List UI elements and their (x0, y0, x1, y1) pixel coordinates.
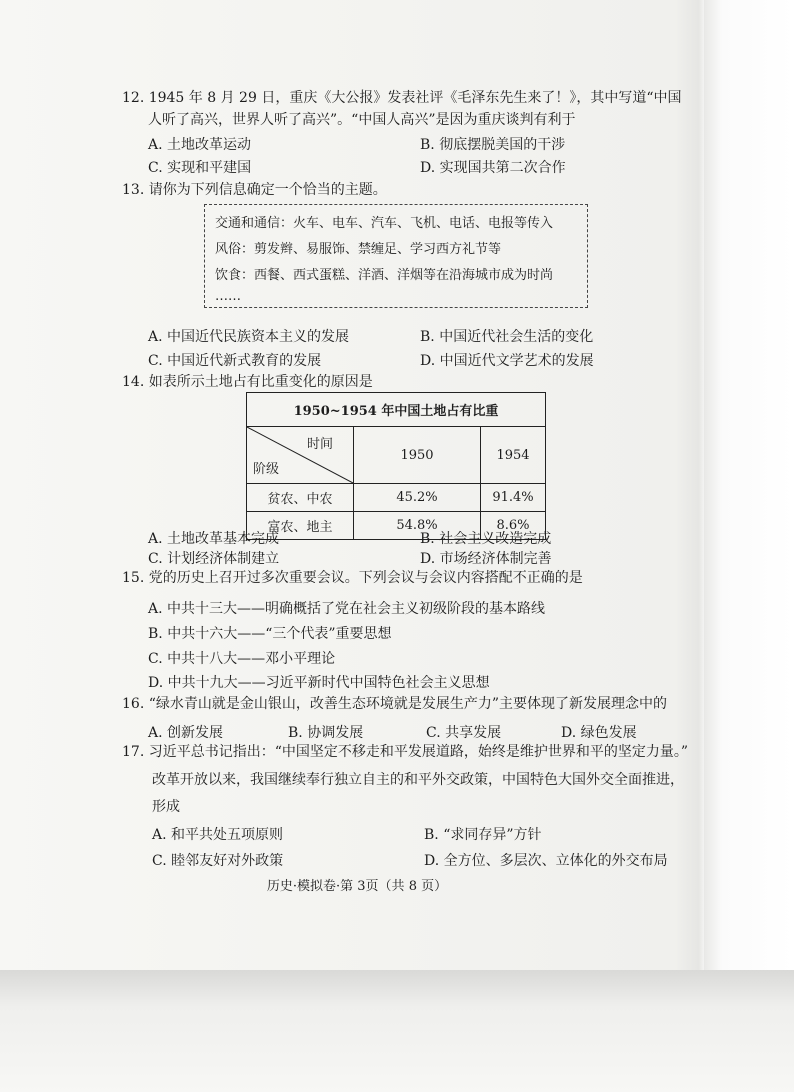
q12-option-b[interactable]: B. 彻底摆脱美国的干涉 (420, 137, 566, 153)
q15-option-b[interactable]: B. 中共十六大——“三个代表”重要思想 (148, 626, 392, 642)
table-row (247, 484, 546, 512)
cell-value: 8.6% (481, 512, 546, 540)
q14-option-d[interactable]: D. 市场经济体制完善 (420, 551, 552, 567)
q13-option-a[interactable]: A. 中国近代民族资本主义的发展 (148, 329, 350, 345)
q15-option-d[interactable]: D. 中共十九大——习近平新时代中国特色社会主义思想 (148, 675, 490, 691)
cell-value: 45.2% (354, 484, 481, 512)
q13-box-line3: 饮食：西餐、西式蛋糕、洋酒、洋烟等在沿海城市成为时尚 (215, 268, 554, 283)
q13-box-line1: 交通和通信：火车、电车、汽车、飞机、电话、电报等传入 (215, 216, 554, 231)
q17-option-b[interactable]: B. “求同存异”方针 (424, 827, 542, 843)
q16-stem: 16. “绿水青山就是金山银山，改善生态环境就是发展生产力”主要体现了新发展理念中的 (122, 696, 668, 712)
q12-option-a[interactable]: A. 土地改革运动 (148, 137, 252, 153)
row-label: 富农、地主 (247, 512, 354, 540)
q14-option-b[interactable]: B. 社会主义改造完成 (420, 531, 552, 547)
q12-option-c[interactable]: C. 实现和平建国 (148, 160, 252, 176)
q14-stem: 14. 如表所示土地占有比重变化的原因是 (122, 374, 373, 390)
q15-stem: 15. 党的历史上召开过多次重要会议。下列会议与会议内容搭配不正确的是 (122, 570, 583, 586)
q14-option-c[interactable]: C. 计划经济体制建立 (148, 551, 280, 567)
q13-option-c[interactable]: C. 中国近代新式教育的发展 (148, 353, 322, 369)
table-corner-cell (247, 427, 354, 484)
scan-gutter (704, 0, 794, 1092)
q16-option-d[interactable]: D. 绿色发展 (561, 725, 637, 741)
q17-option-c[interactable]: C. 睦邻友好对外政策 (152, 853, 284, 869)
corner-time-label: 时间 (306, 437, 333, 452)
q13-box-line2: 风俗：剪发辫、易服饰、禁缠足、学习西方礼节等 (215, 242, 502, 257)
q14-option-a[interactable]: A. 土地改革基本完成 (148, 531, 280, 547)
year-header-1954: 1954 (481, 427, 546, 484)
cell-value: 54.8% (354, 512, 481, 540)
q16-option-a[interactable]: A. 创新发展 (148, 725, 224, 741)
scan-bottom-strip (0, 970, 794, 1092)
q12-stem-line1: 12. 1945 年 8 月 29 日，重庆《大公报》发表社评《毛泽东先生来了！》，其中写道“中国 (122, 90, 682, 106)
q13-stem: 13. 请你为下列信息确定一个恰当的主题。 (122, 182, 387, 198)
q17-option-a[interactable]: A. 和平共处五项原则 (152, 827, 284, 843)
q13-option-b[interactable]: B. 中国近代社会生活的变化 (420, 329, 594, 345)
year-header-1950: 1950 (354, 427, 481, 484)
q17-stem-line1: 17. 习近平总书记指出：“中国坚定不移走和平发展道路，始终是维护世界和平的坚定力量。” (122, 744, 689, 760)
q13-info-box (204, 204, 588, 308)
table-title: 1950~1954 年中国土地占有比重 (247, 393, 546, 427)
q12-stem-line2: 人听了高兴，世界人听了高兴”。“中国人高兴”是因为重庆谈判有利于 (148, 112, 576, 128)
q12-option-d[interactable]: D. 实现国共第二次合作 (420, 160, 566, 176)
q17-stem-line2: 改革开放以来，我国继续奉行独立自主的和平外交政策，中国特色大国外交全面推进， (152, 772, 684, 788)
page-footer: 历史·模拟卷·第 3页（共 8 页） (266, 879, 448, 894)
q17-option-d[interactable]: D. 全方位、多层次、立体化的外交布局 (424, 853, 668, 869)
land-share-table (246, 392, 546, 540)
q15-option-a[interactable]: A. 中共十三大——明确概括了党在社会主义初级阶段的基本路线 (148, 601, 546, 617)
cell-value: 91.4% (481, 484, 546, 512)
q17-stem-line3: 形成 (152, 799, 180, 815)
q16-option-b[interactable]: B. 协调发展 (288, 725, 364, 741)
q13-box-line4: …… (215, 289, 241, 304)
corner-class-label: 阶级 (253, 462, 280, 477)
q15-option-c[interactable]: C. 中共十八大——邓小平理论 (148, 651, 336, 667)
q16-option-c[interactable]: C. 共享发展 (426, 725, 502, 741)
row-label: 贫农、中农 (247, 484, 354, 512)
q13-option-d[interactable]: D. 中国近代文学艺术的发展 (420, 353, 594, 369)
